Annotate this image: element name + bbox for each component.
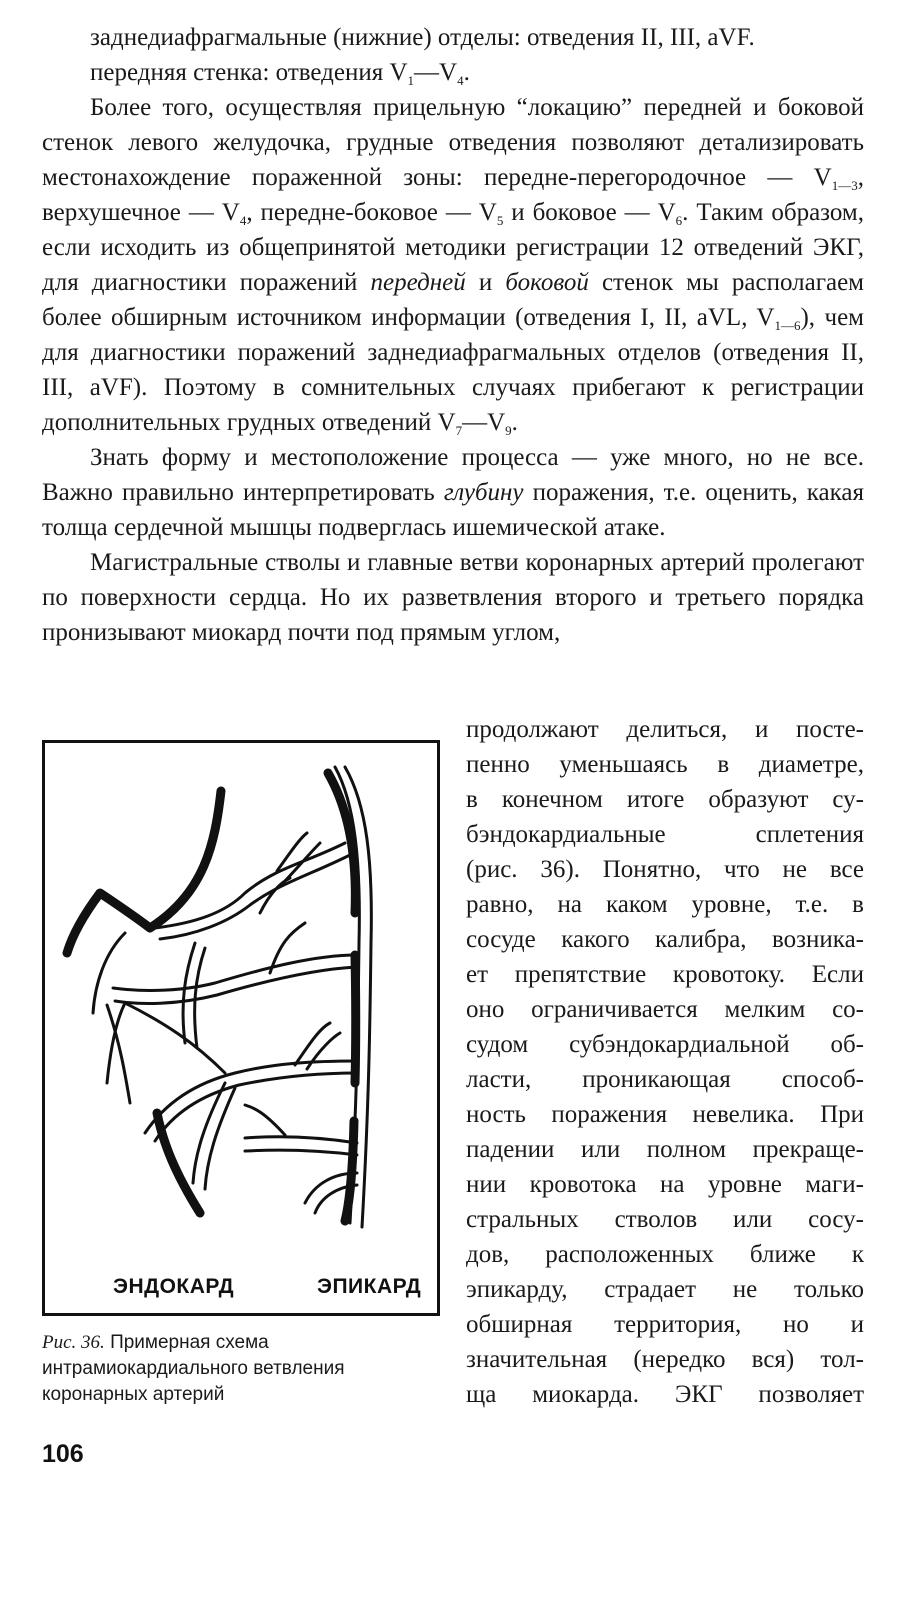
text-run: и bbox=[465, 269, 506, 296]
text-run: , верхушечное — V bbox=[42, 164, 864, 226]
figure-caption bbox=[42, 1330, 442, 1408]
text-line: ласти, проникающая способ- bbox=[466, 1066, 864, 1093]
figure-36 bbox=[42, 740, 440, 1316]
emphasis: глубину bbox=[443, 479, 524, 506]
text-line: пенно уменьшаясь в диаметре, bbox=[466, 751, 864, 778]
emphasis: боковой bbox=[505, 269, 589, 296]
label-epicardium: ЭПИКАРД bbox=[317, 1275, 422, 1298]
text-run: , передне-боковое — V bbox=[246, 199, 497, 226]
figure-number: Рис. 36. bbox=[42, 1332, 105, 1353]
endocardium-line bbox=[67, 791, 221, 953]
text-line: значительная (нередко вся) тол- bbox=[466, 1346, 864, 1373]
label-endocardium: ЭНДОКАРД bbox=[113, 1275, 235, 1298]
text-line: эпикарду, страдает не только bbox=[466, 1276, 864, 1303]
list-line-inferior bbox=[42, 20, 864, 55]
text-run: ), чем для диагностики поражений заднедиафрагмальных отделов (отведения II, III, aVF). Поэтому в сомнительных случаях прибегают к регистрации дополнительных грудных отведений V bbox=[42, 304, 864, 436]
text-line: равно, на каком уровне, т.е. в bbox=[466, 891, 864, 918]
subscript: 1 bbox=[407, 73, 415, 88]
text-line: ет препятствие кровотоку. Если bbox=[466, 961, 864, 988]
text-line: (рис. 36). Понятно, что не все bbox=[466, 856, 864, 883]
text-line: нии кровотока на уровне маги- bbox=[466, 1171, 864, 1198]
subscript: 4 bbox=[457, 73, 464, 88]
text-run: Знать форму и местоположение процесса — уже много, но не все. Важно правильно интерпретировать bbox=[42, 444, 864, 506]
text-line: ность поражения невелика. При bbox=[466, 1101, 864, 1128]
text-line: продолжают делиться, и посте- bbox=[466, 716, 864, 743]
subscript: 7 bbox=[455, 423, 463, 438]
subscript: 6 bbox=[675, 213, 683, 228]
text-column-right bbox=[466, 712, 864, 1412]
line-text: —V bbox=[414, 59, 458, 86]
text-line: судом субэндокардиальной об- bbox=[466, 1031, 864, 1058]
text-run: Магистральные стволы и главные ветви коронарных артерий пролегают по поверхности сердца. Но их разветвления второго и третьего порядка пронизывают миокард почти под прямым углом, bbox=[42, 549, 864, 646]
list-line-anterior bbox=[42, 55, 864, 90]
text-line: дов, расположенных ближе к bbox=[466, 1241, 864, 1268]
subscript: 4 bbox=[239, 213, 247, 228]
subscript: 5 bbox=[496, 213, 504, 228]
coronary-branching-diagram bbox=[45, 743, 437, 1313]
text-run: —V bbox=[462, 409, 506, 436]
text-run: стенок мы располагаем более обширным источником информации (отведения I, II, aVL, V bbox=[42, 269, 864, 331]
text-line: в конечном итоге образуют су- bbox=[466, 786, 864, 813]
line-text: . bbox=[463, 59, 470, 86]
text-line: бэндокардиальные сплетения bbox=[466, 821, 864, 848]
text-line: обширная территория, но и bbox=[466, 1311, 864, 1338]
emphasis: передней bbox=[370, 269, 466, 296]
subscript: 1—6 bbox=[774, 318, 801, 333]
text-block-top bbox=[42, 20, 864, 650]
text-run: . bbox=[511, 409, 518, 436]
subscript: 1—3 bbox=[831, 178, 858, 193]
line-text: передняя стенка: отведения V bbox=[90, 59, 408, 86]
paragraph-leads-localization bbox=[42, 90, 864, 440]
paragraph-arteries bbox=[42, 545, 864, 650]
paragraph-depth bbox=[42, 440, 864, 545]
page-number: 106 bbox=[42, 1440, 84, 1468]
text-run: и боковое — V bbox=[503, 199, 676, 226]
text-run: поражения, т.е. оценить, какая толща сердечной мышцы подверглась ишемической атаке. bbox=[42, 479, 864, 541]
text-run: Более того, осуществляя прицельную “локацию” передней и боковой стенок левого желудочка, грудные отведения позволяют детализировать местонахождение пораженной зоны: передне-перегородочное — V bbox=[42, 94, 864, 191]
subscript: 9 bbox=[505, 423, 512, 438]
text-line: падении или полном прекраще- bbox=[466, 1136, 864, 1163]
text-run: . Таким образом, если исходить из общепринятой методики регистрации 12 отведений ЭКГ, для диагностики поражений bbox=[42, 199, 864, 296]
artery-branches bbox=[93, 767, 371, 1227]
text-line: сосуде какого калибра, возника- bbox=[466, 926, 864, 953]
text-line: ща миокарда. ЭКГ позволяет bbox=[466, 1381, 864, 1408]
text-line: оно ограничивается мелким со- bbox=[466, 996, 864, 1023]
caption-text: Примерная схема интрамиокардиального ветвления коронарных артерий bbox=[42, 1332, 345, 1405]
text-line: стральных стволов или сосу- bbox=[466, 1206, 864, 1233]
line-text: заднедиафрагмальные (нижние) отделы: отведения II, III, aVF. bbox=[90, 24, 755, 51]
